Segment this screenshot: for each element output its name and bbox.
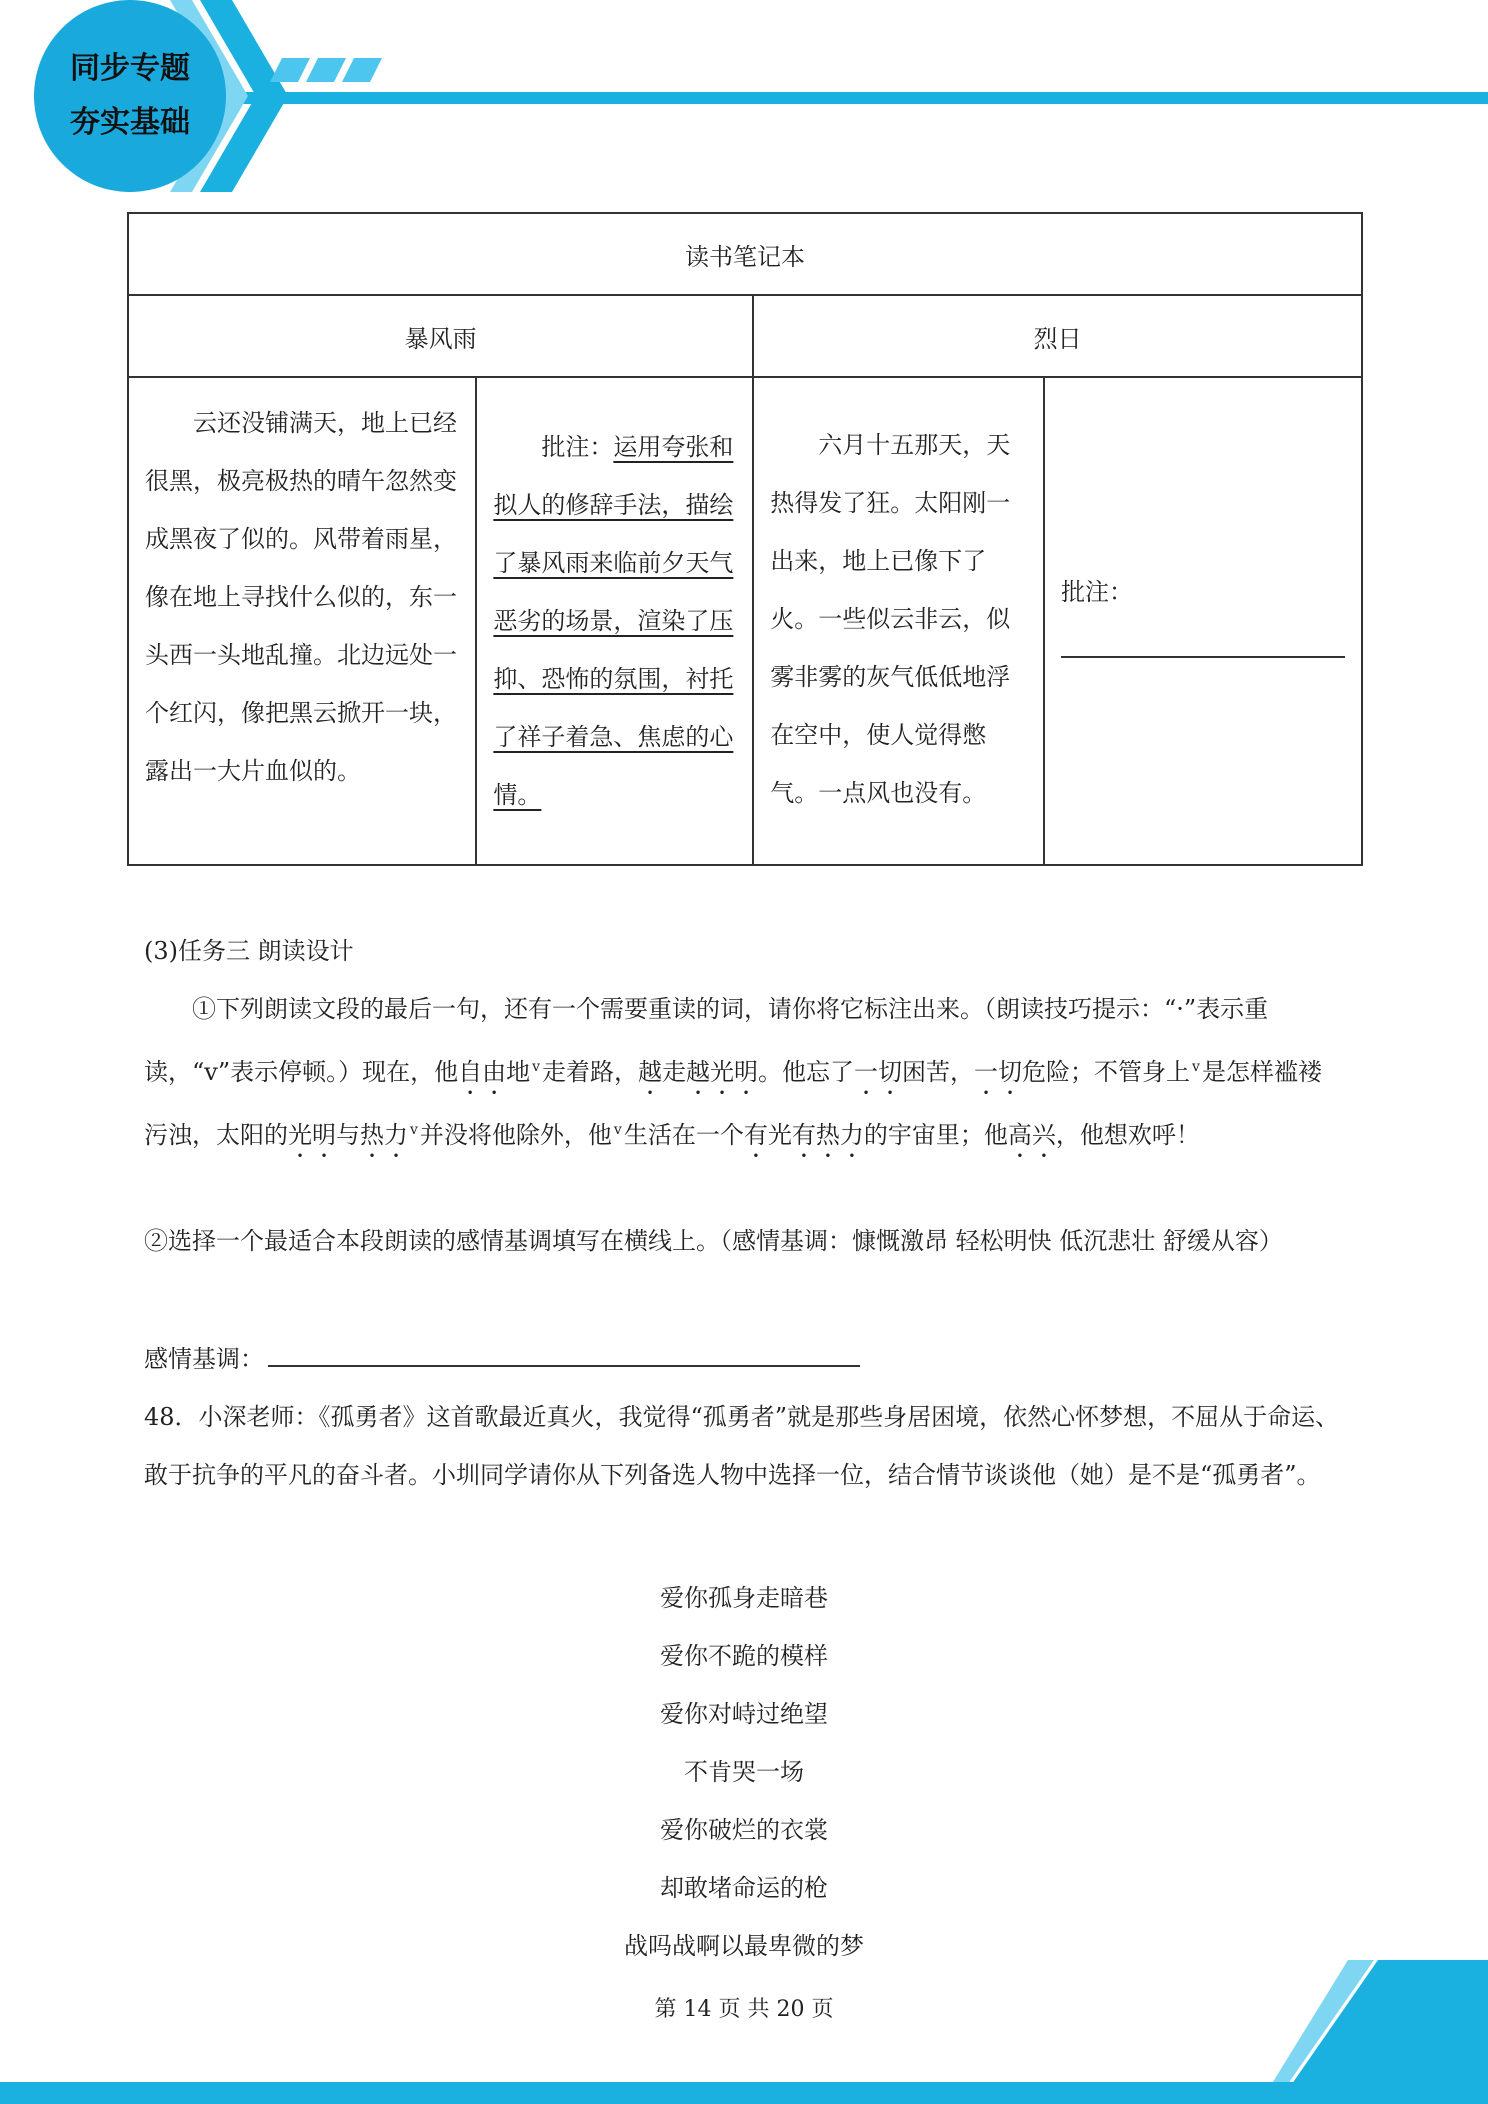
- lyric-line: 爱你破烂的衣裳: [660, 1816, 828, 1844]
- stressed-word: 有: [791, 1121, 816, 1149]
- lyric-line: 爱你对峙过绝望: [660, 1700, 828, 1728]
- task3-q2-instruction: ②选择一个最适合本段朗读的感情基调填写在横线上。（感情基调：慷慨激昂 轻松明快 低沉悲壮 舒缓从容）: [144, 1227, 1283, 1255]
- storm-note-label: 批注：: [541, 433, 614, 461]
- pause-mark: v: [613, 1122, 622, 1138]
- header-badge: [34, 0, 226, 192]
- passage-part: 地: [506, 1058, 531, 1086]
- passage-part: 困苦，: [902, 1058, 975, 1086]
- q2-answer-label: 感情基调：: [144, 1345, 264, 1373]
- pause-mark: v: [532, 1059, 541, 1075]
- stressed-word: 高兴: [1007, 1121, 1056, 1149]
- reading-notebook-table: [127, 212, 1363, 866]
- task3-q2-answer: [144, 1330, 1344, 1388]
- sun-text-cell: 六月十五那天，天热得发了狂。太阳刚一出来，地上已像下了火。一些似云非云，似雾非雾的灰气低低地浮在空中，使人觉得憋气。一点风也没有。: [753, 377, 1044, 865]
- passage-part: 走着路，: [542, 1058, 639, 1086]
- stressed-word: 有: [743, 1121, 768, 1149]
- stressed-word: 一切: [974, 1058, 1023, 1086]
- pause-mark: v: [410, 1122, 418, 1138]
- q1-instruction-text: ①下列朗读文段的最后一句，还有一个需要重读的词，请你将它标注出来。（朗读技巧提示：“·”表示重读，“v”表示停顿。）: [144, 995, 1269, 1086]
- passage-part: 生活在一个: [623, 1121, 744, 1149]
- passage-part: 与: [336, 1121, 360, 1149]
- badge-line-1: 同步专题: [70, 51, 190, 86]
- stressed-word: 自由: [458, 1058, 507, 1086]
- lyric-line: 却敢堵命运的枪: [660, 1874, 828, 1902]
- lyric-line: 战吗战啊以最卑微的梦: [624, 1932, 864, 1960]
- passage-part: 是怎样褴褛污浊，太阳的: [144, 1058, 1322, 1149]
- storm-text-cell: 云还没铺满天，地上已经很黑，极亮极热的晴午忽然变成黑夜了似的。风带着雨星，像在地上寻找什么似的，东一头西一头地乱撞。北边远处一个红闪，像把黑云掀开一块，露出一大片血似的。: [128, 377, 476, 865]
- sun-note-cell: [1044, 377, 1362, 865]
- badge-line-2: 夯实基础: [70, 105, 190, 140]
- footer-stripe: [0, 2082, 1488, 2104]
- col-head-storm: 暴风雨: [128, 295, 753, 377]
- lyric-line: 爱你孤身走暗巷: [660, 1584, 828, 1612]
- passage-part: ，他想欢呼！: [1055, 1121, 1200, 1149]
- passage-part: 的宇宙里；他: [863, 1121, 1008, 1149]
- stressed-word: 越光明: [686, 1058, 759, 1086]
- passage-part: 危险；不管身上: [1022, 1058, 1191, 1086]
- passage-part: 并没将他除外，他: [419, 1121, 612, 1149]
- col-head-sun: 烈日: [753, 295, 1362, 377]
- q2-answer-blank[interactable]: [268, 1363, 860, 1367]
- question-48: 48．小深老师：《孤勇者》这首歌最近真火，我觉得“孤勇者”就是那些身居困境，依然心怀梦想，不屈从于命运、敢于抗争的平凡的奋斗者。小圳同学请你从下列备选人物中选择一位，结合情节谈谈他（她）是不是“孤勇者”。: [144, 1403, 1340, 1489]
- stressed-word: 热力: [360, 1121, 408, 1149]
- storm-note-cell: [476, 377, 753, 865]
- pause-mark: v: [1192, 1059, 1200, 1075]
- storm-note-text: 运用夸张和拟人的修辞手法，描绘了暴风雨来临前夕天气恶劣的场景，渲染了压抑、恐怖的氛围，衬托了祥子着急、焦虑的心情。: [493, 433, 734, 809]
- task3-heading: (3)任务三 朗读设计: [144, 937, 354, 965]
- lyric-line: 爱你不跪的模样: [660, 1642, 828, 1670]
- passage-part: 走: [662, 1058, 687, 1086]
- passage-part: 现在，他: [362, 1058, 459, 1086]
- passage-part: 。他忘了: [758, 1058, 855, 1086]
- passage-part: 光: [767, 1121, 792, 1149]
- sun-note-label: 批注：: [1060, 578, 1133, 606]
- task3-q1-instruction: [144, 980, 1344, 1164]
- stressed-word: 光明: [288, 1121, 336, 1149]
- stressed-word: 热力: [815, 1121, 864, 1149]
- table-title: 读书笔记本: [128, 213, 1362, 295]
- lyric-line: 不肯哭一场: [684, 1758, 804, 1786]
- stressed-word: 一切: [854, 1058, 903, 1086]
- page-number: 第 14 页 共 20 页: [654, 1997, 834, 2022]
- stressed-word: 越: [638, 1058, 663, 1086]
- sun-note-blank[interactable]: [1061, 654, 1345, 658]
